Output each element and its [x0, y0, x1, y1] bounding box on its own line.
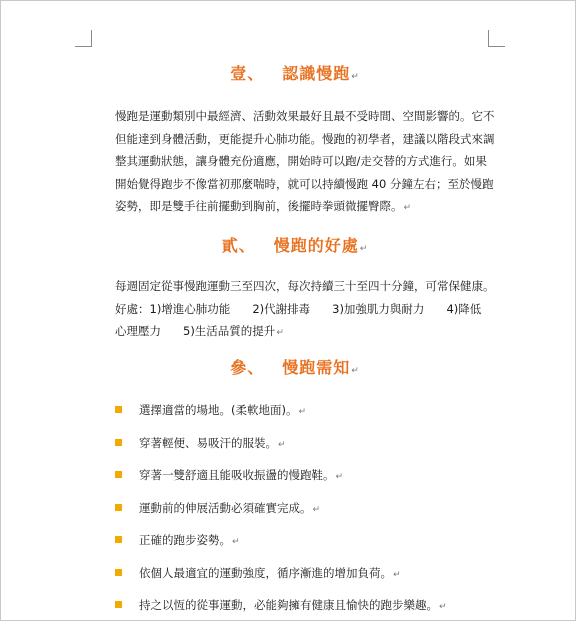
- list-item-text: 穿著一雙舒適且能吸收振盪的慢跑鞋。: [139, 468, 335, 482]
- benefit-item: 心理壓力: [115, 324, 161, 338]
- list-item: [115, 432, 495, 465]
- section-1-line-text: 姿勢，即是雙手往前擺動到胸前，後擺時拳頭微擺臀際。: [115, 199, 403, 213]
- paragraph-mark-icon: ↵: [351, 72, 360, 82]
- list-item: [115, 497, 495, 530]
- benefits-prefix: 好處：: [115, 301, 150, 316]
- section-3-list: [115, 399, 495, 621]
- section-1-line: 慢跑是運動類別中最經濟、活動效果最好且最不受時間、空間影響的。它不: [115, 109, 495, 123]
- list-item: [115, 464, 495, 497]
- section-3-number: 參、: [230, 358, 265, 377]
- top-left-crop-mark: [75, 30, 92, 47]
- benefit-item: 3)加強肌力與耐力: [332, 301, 425, 316]
- square-bullet-icon: [115, 406, 122, 413]
- section-2-line: 每週固定從事慢跑運動三至四次，每次持續三十至四十分鐘，可常保健康。: [115, 279, 495, 293]
- list-item-text: 正確的跑步姿勢。: [139, 533, 231, 547]
- list-item-text: 持之以恆的從事運動，必能夠擁有健康且愉快的跑步樂趣。: [139, 598, 438, 612]
- benefit-item: 4)降低: [446, 301, 482, 316]
- list-item-text: 運動前的伸展活動必須確實完成。: [139, 500, 312, 515]
- section-2-benefits-line: [115, 298, 495, 321]
- section-2-benefits-line: [115, 320, 495, 345]
- square-bullet-icon: [115, 536, 122, 543]
- list-item: [115, 594, 495, 621]
- section-1-line: 開始覺得跑步不像當初那麼喘時，就可以持續慢跑 40 分鐘左右；至於慢跑: [115, 176, 494, 191]
- section-1-paragraph: [115, 105, 495, 220]
- square-bullet-icon: [115, 504, 122, 511]
- list-item-text: 穿著輕便、易吸汗的服裝。: [139, 435, 277, 450]
- paragraph-mark-icon: ↵: [359, 244, 369, 254]
- benefit-item: 1)增進心肺功能: [149, 301, 231, 316]
- paragraph-mark-icon: ↵: [276, 328, 284, 338]
- section-1-line: 整其運動狀態，讓身體充份適應，開始時可以跑/走交替的方式進行。如果: [115, 154, 487, 168]
- paragraph-mark-icon: ↵: [393, 569, 401, 580]
- paragraph-mark-icon: ↵: [335, 472, 344, 482]
- paragraph-mark-icon: ↵: [351, 366, 360, 376]
- list-item-text: 選擇適當的場地。(柔軟地面)。: [139, 403, 298, 417]
- section-1-heading: [115, 61, 475, 84]
- section-1-line: 但能達到身體活動，更能提升心肺功能。慢跑的初學者，建議以階段式來調: [115, 131, 495, 146]
- section-3-heading: [115, 355, 475, 378]
- section-2-heading: [115, 233, 475, 256]
- square-bullet-icon: [115, 601, 122, 608]
- section-2-paragraph: [115, 275, 495, 345]
- section-2-title: 慢跑的好處: [273, 236, 359, 255]
- top-right-crop-mark: [488, 30, 505, 47]
- benefit-item: 5)生活品質的提升: [183, 324, 276, 338]
- paragraph-mark-icon: ↵: [278, 439, 286, 450]
- square-bullet-icon: [115, 569, 122, 576]
- section-3-title: 慢跑需知: [282, 358, 351, 377]
- paragraph-mark-icon: ↵: [312, 504, 321, 515]
- square-bullet-icon: [115, 471, 122, 478]
- list-item: [115, 562, 495, 595]
- list-item-text: 依個人最適宜的運動強度，循序漸進的增加負荷。: [139, 565, 392, 580]
- benefit-item: 2)代謝排毒: [252, 301, 311, 316]
- section-2-number: 貳、: [221, 236, 256, 255]
- paragraph-mark-icon: ↵: [232, 537, 240, 547]
- section-1-title: 認識慢跑: [282, 64, 351, 83]
- paragraph-mark-icon: ↵: [439, 602, 447, 612]
- paragraph-mark-icon: ↵: [403, 203, 412, 213]
- section-1-line: [115, 195, 495, 220]
- square-bullet-icon: [115, 439, 122, 446]
- paragraph-mark-icon: ↵: [298, 407, 307, 417]
- list-item: [115, 529, 495, 562]
- list-item: [115, 399, 495, 432]
- section-1-number: 壹、: [230, 64, 265, 83]
